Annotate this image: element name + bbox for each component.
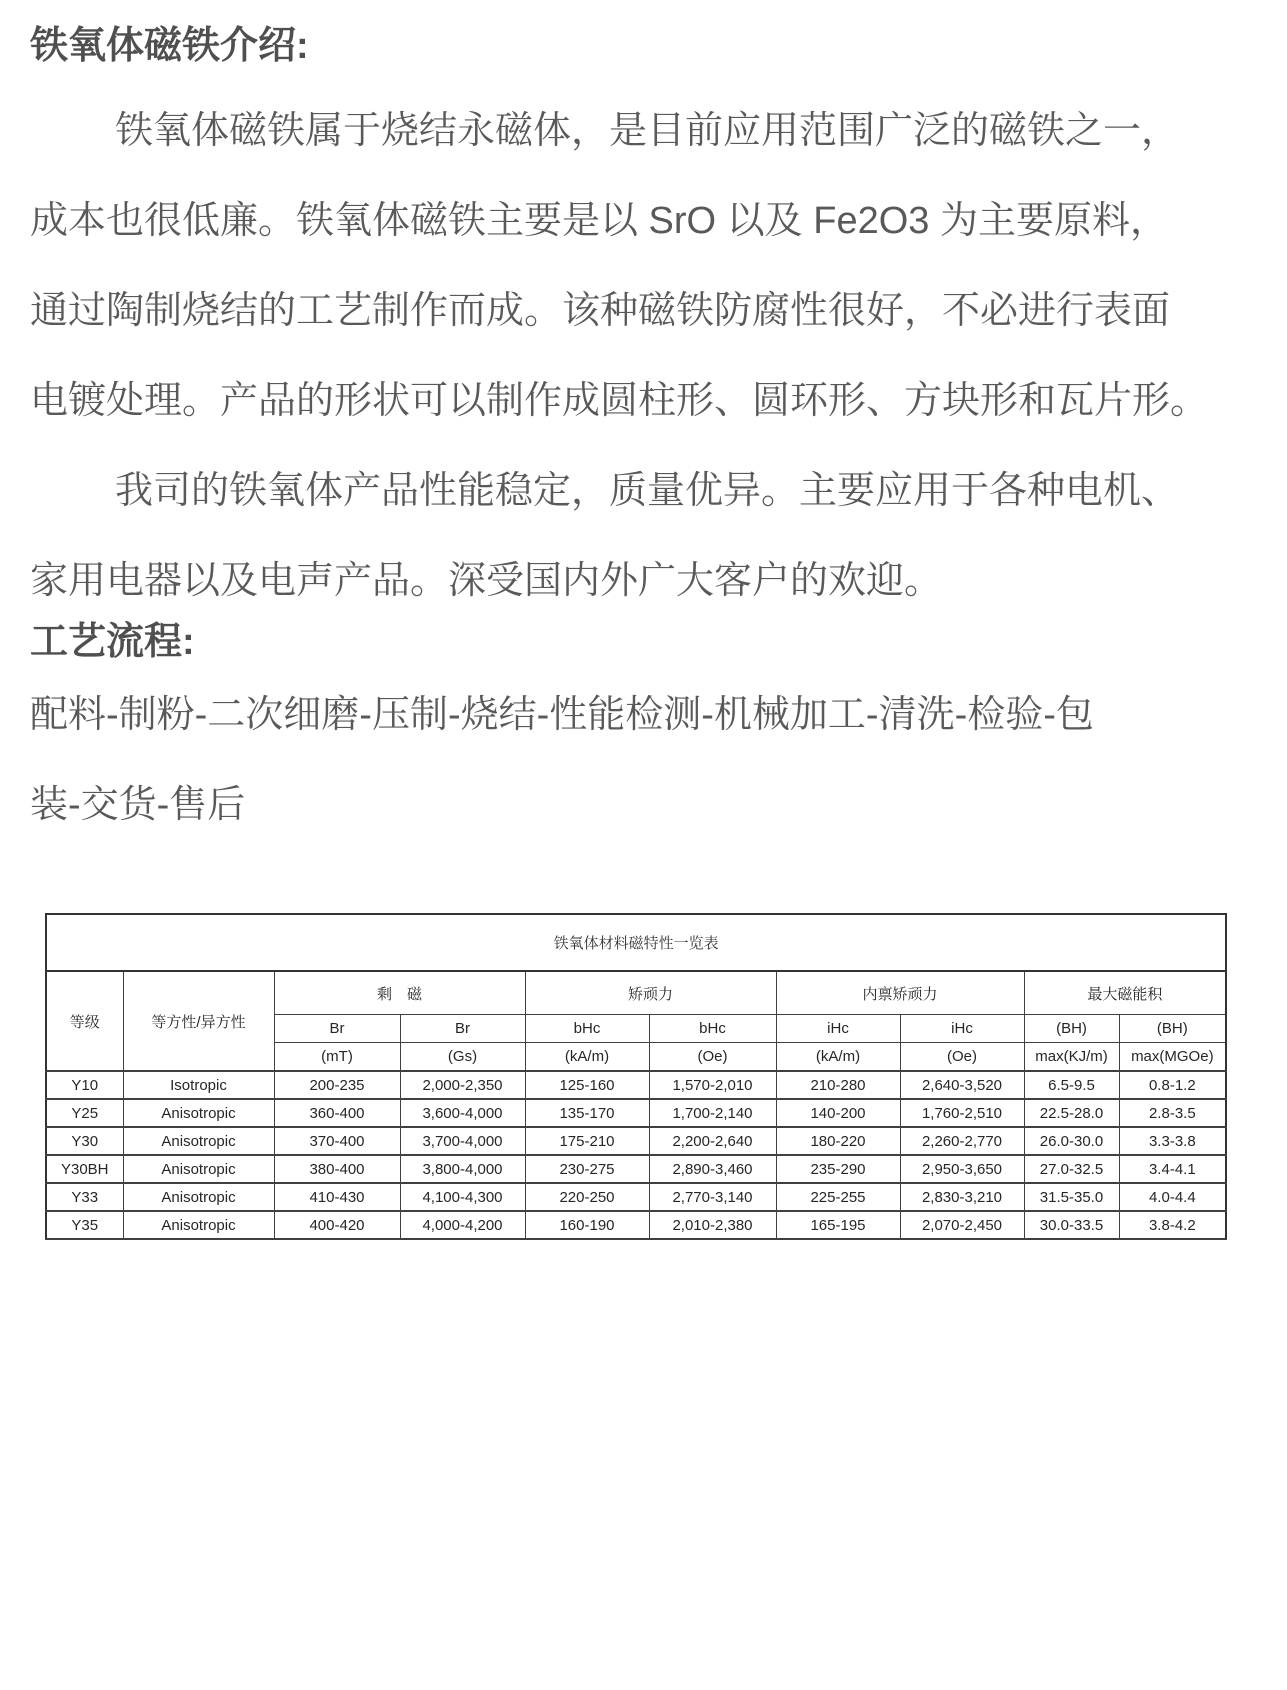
properties-table-wrapper	[45, 913, 1287, 1240]
table-cell: 360-400	[274, 1099, 400, 1127]
table-cell: 235-290	[776, 1155, 900, 1183]
table-cell: 30.0-33.5	[1024, 1211, 1119, 1239]
table-cell: Anisotropic	[123, 1155, 274, 1183]
table-cell: Y35	[46, 1211, 123, 1239]
text-line: 配料-制粉-二次细磨-压制-烧结-性能检测-机械加工-清洗-检验-包	[30, 694, 1094, 736]
table-cell: 135-170	[525, 1099, 649, 1127]
table-cell: 26.0-30.0	[1024, 1127, 1119, 1155]
group-header-intrinsic-coercivity: 内禀矫顽力	[776, 971, 1024, 1015]
sub-header-bhc-kam: bHc	[525, 1015, 649, 1043]
table-cell: 3,700-4,000	[400, 1127, 525, 1155]
table-cell: 220-250	[525, 1183, 649, 1211]
table-cell: 4,000-4,200	[400, 1211, 525, 1239]
table-group-header-row	[46, 971, 1226, 1015]
group-header-max-energy-product: 最大磁能积	[1024, 971, 1226, 1015]
table-cell: 180-220	[776, 1127, 900, 1155]
col-header-isotropy: 等方性/异方性	[123, 971, 274, 1071]
table-cell: 140-200	[776, 1099, 900, 1127]
text-line: 铁氧体磁铁属于烧结永磁体，是目前应用范围广泛的磁铁之一，	[115, 110, 1180, 152]
unit-bhc-kam: (kA/m)	[525, 1043, 649, 1072]
table-cell: Anisotropic	[123, 1183, 274, 1211]
table-cell: 210-280	[776, 1071, 900, 1099]
table-cell: 165-195	[776, 1211, 900, 1239]
table-cell: Anisotropic	[123, 1211, 274, 1239]
table-cell: 200-235	[274, 1071, 400, 1099]
table-row	[46, 1155, 1226, 1183]
unit-ihc-oe: (Oe)	[900, 1043, 1024, 1072]
intro-paragraph-2	[30, 446, 1287, 626]
table-cell: Y30	[46, 1127, 123, 1155]
table-cell: 2,000-2,350	[400, 1071, 525, 1099]
sub-header-bh-kj: (BH)	[1024, 1015, 1119, 1043]
table-cell: 2,950-3,650	[900, 1155, 1024, 1183]
table-cell: 2,010-2,380	[649, 1211, 776, 1239]
unit-bh-mgoe: max(MGOe)	[1119, 1043, 1226, 1072]
sub-header-ihc-kam: iHc	[776, 1015, 900, 1043]
table-cell: 2,070-2,450	[900, 1211, 1024, 1239]
unit-bhc-oe: (Oe)	[649, 1043, 776, 1072]
table-cell: 1,700-2,140	[649, 1099, 776, 1127]
ferrite-properties-table	[45, 913, 1227, 1240]
text-line: 通过陶制烧结的工艺制作而成。该种磁铁防腐性很好，不必进行表面	[30, 290, 1171, 332]
table-cell: Anisotropic	[123, 1127, 274, 1155]
intro-paragraph-1	[30, 86, 1287, 446]
table-cell: 27.0-32.5	[1024, 1155, 1119, 1183]
table-row	[46, 1183, 1226, 1211]
table-cell: 1,570-2,010	[649, 1071, 776, 1099]
table-cell: 400-420	[274, 1211, 400, 1239]
unit-br-gs: (Gs)	[400, 1043, 525, 1072]
group-header-remanence: 剩 磁	[274, 971, 525, 1015]
table-cell: 3.4-4.1	[1119, 1155, 1226, 1183]
table-row	[46, 1099, 1226, 1127]
col-header-grade: 等级	[46, 971, 123, 1071]
unit-bh-kj: max(KJ/m)	[1024, 1043, 1119, 1072]
group-header-coercivity: 矫顽力	[525, 971, 776, 1015]
sub-header-br-mt: Br	[274, 1015, 400, 1043]
table-cell: 160-190	[525, 1211, 649, 1239]
table-cell: Y33	[46, 1183, 123, 1211]
table-cell: 22.5-28.0	[1024, 1099, 1119, 1127]
table-cell: 4,100-4,300	[400, 1183, 525, 1211]
process-heading: 工艺流程:	[30, 621, 195, 663]
table-cell: Y30BH	[46, 1155, 123, 1183]
table-cell: 410-430	[274, 1183, 400, 1211]
text-line: 电镀处理。产品的形状可以制作成圆柱形、圆环形、方块形和瓦片形。	[30, 380, 1209, 422]
table-cell: 2,200-2,640	[649, 1127, 776, 1155]
table-cell: 370-400	[274, 1127, 400, 1155]
table-cell: Isotropic	[123, 1071, 274, 1099]
table-cell: Anisotropic	[123, 1099, 274, 1127]
process-flow-paragraph	[30, 670, 1287, 850]
text-line: 成本也很低廉。铁氧体磁铁主要是以 SrO 以及 Fe2O3 为主要原料，	[30, 200, 1168, 242]
sub-header-ihc-oe: iHc	[900, 1015, 1024, 1043]
table-cell: Y25	[46, 1099, 123, 1127]
table-cell: 225-255	[776, 1183, 900, 1211]
table-cell: 125-160	[525, 1071, 649, 1099]
table-cell: 230-275	[525, 1155, 649, 1183]
unit-br-mt: (mT)	[274, 1043, 400, 1072]
sub-header-bh-mgoe: (BH)	[1119, 1015, 1226, 1043]
sub-header-bhc-oe: bHc	[649, 1015, 776, 1043]
table-title-row	[46, 914, 1226, 971]
table-cell: 0.8-1.2	[1119, 1071, 1226, 1099]
unit-ihc-kam: (kA/m)	[776, 1043, 900, 1072]
table-cell: 3.8-4.2	[1119, 1211, 1226, 1239]
table-cell: 2,770-3,140	[649, 1183, 776, 1211]
table-cell: 175-210	[525, 1127, 649, 1155]
table-cell: 2.8-3.5	[1119, 1099, 1226, 1127]
table-row	[46, 1127, 1226, 1155]
text-line: 家用电器以及电声产品。深受国内外广大客户的欢迎。	[30, 560, 943, 602]
text-line: 装-交货-售后	[30, 784, 246, 826]
table-cell: Y10	[46, 1071, 123, 1099]
table-row	[46, 1211, 1226, 1239]
table-cell: 3.3-3.8	[1119, 1127, 1226, 1155]
table-cell: 6.5-9.5	[1024, 1071, 1119, 1099]
table-cell: 380-400	[274, 1155, 400, 1183]
table-cell: 2,260-2,770	[900, 1127, 1024, 1155]
sub-header-br-gs: Br	[400, 1015, 525, 1043]
table-title: 铁氧体材料磁特性一览表	[46, 914, 1226, 971]
table-cell: 1,760-2,510	[900, 1099, 1024, 1127]
intro-heading: 铁氧体磁铁介绍:	[30, 25, 309, 67]
text-line: 我司的铁氧体产品性能稳定，质量优异。主要应用于各种电机、	[115, 470, 1180, 512]
table-cell: 3,800-4,000	[400, 1155, 525, 1183]
table-cell: 2,830-3,210	[900, 1183, 1024, 1211]
table-cell: 31.5-35.0	[1024, 1183, 1119, 1211]
table-body	[46, 1071, 1226, 1239]
table-cell: 2,890-3,460	[649, 1155, 776, 1183]
table-row	[46, 1071, 1226, 1099]
table-cell: 2,640-3,520	[900, 1071, 1024, 1099]
table-cell: 3,600-4,000	[400, 1099, 525, 1127]
table-cell: 4.0-4.4	[1119, 1183, 1226, 1211]
